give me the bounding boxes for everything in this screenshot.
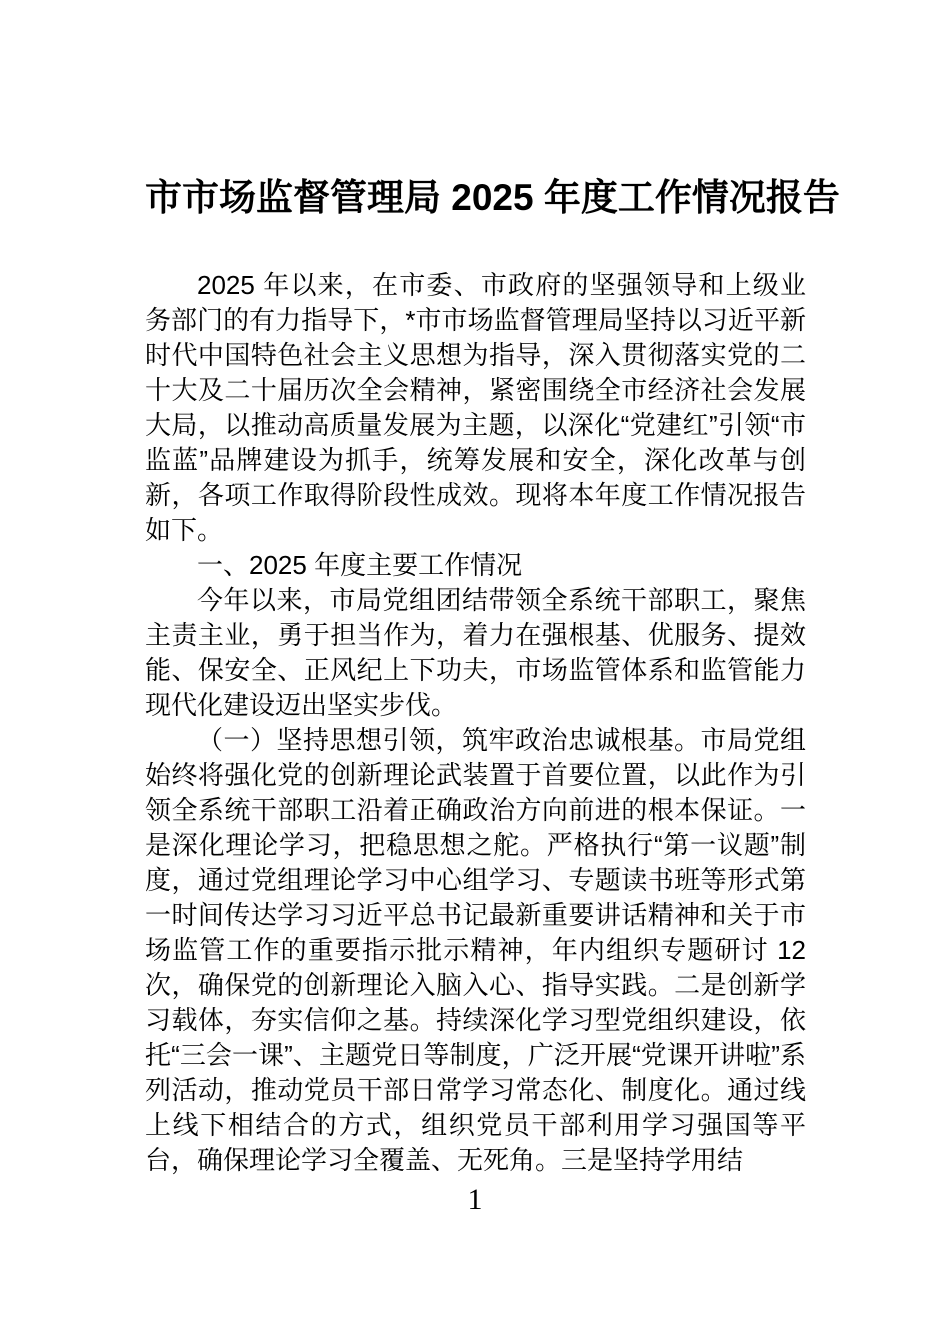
document-title: 市市场监督管理局 2025 年度工作情况报告 — [145, 177, 840, 218]
paragraph-overview: 今年以来，市局党组团结带领全系统干部职工，聚焦主责主业，勇于担当作为，着力在强根基、优服务、提效能、保安全、正风纪上下功夫，市场监管体系和监管能力现代化建设迈出坚实步伐。 — [145, 585, 806, 720]
section-heading-main-work: 一、2025 年度主要工作情况 — [197, 550, 523, 580]
document-body — [145, 268, 806, 1178]
paragraph-section-one: （一）坚持思想引领，筑牢政治忠诚根基。市局党组始终将强化党的创新理论武装置于首要位置，以此作为引领全系统干部职工沿着正确政治方向前进的根本保证。一是深化理论学习，把稳思想之舵。严格执行“第一议题”制度，通过党组理论学习中心组学习、专题读书班等形式第一时间传达学习习近平总书记最新重要讲话精神和关于市场监管工作的重要指示批示精神，年内组织专题研讨 12 次，确保党的创新理论入脑入心、指导实践。二是创新学习载体，夯实信仰之基。持续深化学习型党组织建设，依托“三会一课”、主题党日等制度，广泛开展“党课开讲啦”系列活动，推动党员干部日常学习常态化、制度化。通过线上线下相结合的方式，组织党员干部利用学习强国等平台，确保理论学习全覆盖、无死角。三是坚持学用结 — [145, 725, 806, 1175]
page-number: 1 — [467, 1183, 483, 1216]
paragraph-intro: 2025 年以来，在市委、市政府的坚强领导和上级业务部门的有力指导下，*市市场监督管理局坚持以习近平新时代中国特色社会主义思想为指导，深入贯彻落实党的二十大及二十届历次全会精神，紧密围绕全市经济社会发展大局，以推动高质量发展为主题，以深化“党建红”引领“市监蓝”品牌建设为抓手，统筹发展和安全，深化改革与创新，各项工作取得阶段性成效。现将本年度工作情况报告如下。 — [145, 270, 806, 545]
